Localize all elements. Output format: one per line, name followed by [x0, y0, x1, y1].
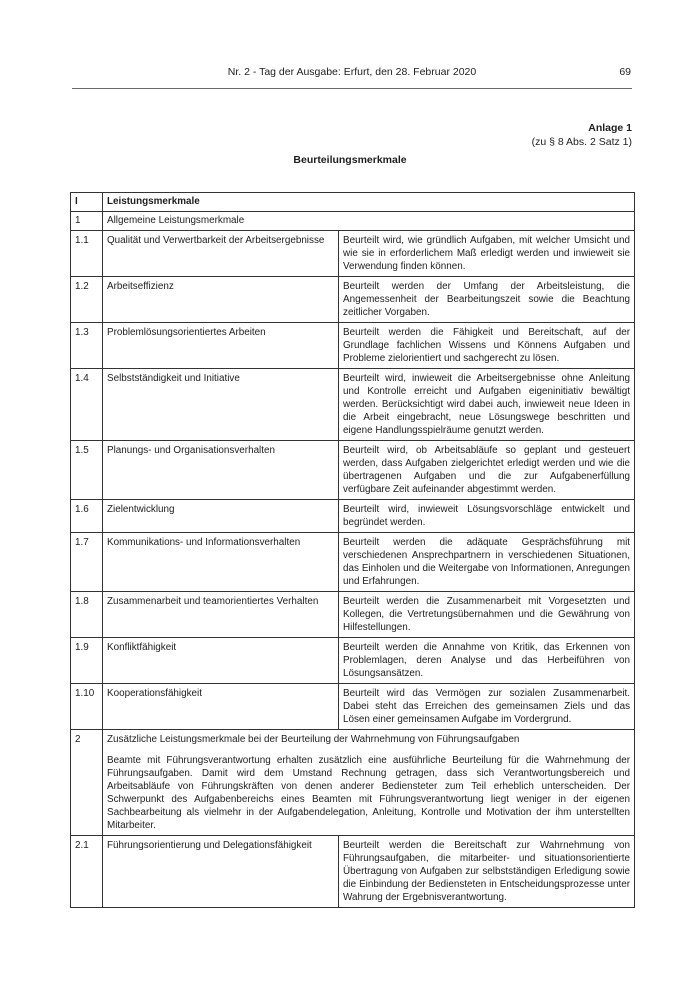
row-number: 1.6: [71, 500, 103, 533]
row-criterion: Zusammenarbeit und teamorientiertes Verhalten: [103, 592, 339, 638]
group-header-row: [71, 212, 635, 231]
row-number: 1.5: [71, 441, 103, 500]
row-description: Beurteilt werden die Zusammenarbeit mit Vorgesetzten und Kollegen, die Vertretungsübernahmen und die Gewährung von Hilfestellungen.: [339, 592, 635, 638]
row-number: 1.7: [71, 533, 103, 592]
row-number: 1.4: [71, 369, 103, 441]
row-criterion: Kooperationsfähigkeit: [103, 684, 339, 730]
row-criterion: Zielentwicklung: [103, 500, 339, 533]
page-number: 69: [619, 66, 631, 78]
row-description: Beurteilt werden der Umfang der Arbeitsleistung, die Angemessenheit der Bearbeitungszeit sowie die Beachtung zeitlicher Vorgaben.: [339, 277, 635, 323]
row-criterion: Problemlösungsorientiertes Arbeiten: [103, 323, 339, 369]
row-number: 1.8: [71, 592, 103, 638]
table-row: [71, 836, 635, 908]
row-number: 2.1: [71, 836, 103, 908]
row-description: Beurteilt wird, inwieweit Lösungsvorschläge entwickelt und begründet werden.: [339, 500, 635, 533]
issue-line: Nr. 2 - Tag der Ausgabe: Erfurt, den 28. Februar 2020: [227, 66, 477, 78]
table-row: [71, 533, 635, 592]
row-criterion: Führungsorientierung und Delegationsfähigkeit: [103, 836, 339, 908]
row-description: Beurteilt wird, ob Arbeitsabläufe so geplant und gesteuert werden, dass Aufgaben zielgerichtet erledigt werden und wie die übertragenen Aufgaben und die zur Aufgabenerfüllung verfügbare Zeit aufeinander abgestimmt werden.: [339, 441, 635, 500]
row-criterion: Arbeitseffizienz: [103, 277, 339, 323]
row-criterion: Planungs- und Organisationsverhalten: [103, 441, 339, 500]
row-criterion: Selbstständigkeit und Initiative: [103, 369, 339, 441]
annex-label: [532, 121, 632, 149]
group-header-row: [71, 730, 635, 836]
row-description: Beurteilt werden die Annahme von Kritik, das Erkennen von Problemlagen, deren Analyse und das Herbeiführen von Lösungsansätzen.: [339, 638, 635, 684]
row-description: Beurteilt wird, inwieweit die Arbeitsergebnisse ohne Anleitung und Kontrolle erreicht und Aufgaben eigeninitiativ bewältigt werden. Berücksichtigt wird dabei auch, inwieweit neue Ideen in die Arbeit eingebracht, neue Lösungswege beschritten und eigene Handlungsspielräume genutzt werden.: [339, 369, 635, 441]
table-row: [71, 638, 635, 684]
group-number: 2: [71, 730, 103, 836]
annex-reference: (zu § 8 Abs. 2 Satz 1): [531, 136, 632, 148]
row-description: Beurteilt wird, wie gründlich Aufgaben, mit welcher Umsicht und wie sie in erforderlichem Maß erledigt werden und inwieweit sie Verwendung finden können.: [339, 231, 635, 277]
table-row: [71, 231, 635, 277]
row-description: Beurteilt wird das Vermögen zur sozialen Zusammenarbeit. Dabei steht das Erreichen des gemeinsamen Ziels und das Lösen einer gemeinsamen Aufgabe im Vordergrund.: [339, 684, 635, 730]
row-criterion: Qualität und Verwertbarkeit der Arbeitsergebnisse: [103, 231, 339, 277]
group-cell: [103, 730, 635, 836]
row-description: Beurteilt werden die Bereitschaft zur Wahrnehmung von Führungsaufgaben, die mitarbeiter- und situationsorientierte Übertragung von Aufgaben zur selbstständigen Erledigung sowie die Einbindung der Bediensteten in Entscheidungsprozesse unter Wahrung der Ergebnisverantwortung.: [339, 836, 635, 908]
table-row: [71, 500, 635, 533]
group-number: 1: [71, 212, 103, 231]
table-row: [71, 277, 635, 323]
section-header-row: [71, 193, 635, 212]
row-number: 1.9: [71, 638, 103, 684]
table-row: [71, 323, 635, 369]
section-title: Leistungsmerkmale: [103, 193, 635, 212]
criteria-table: [70, 192, 635, 908]
document-heading: Beurteilungsmerkmale: [293, 154, 407, 166]
section-roman: I: [71, 193, 103, 212]
row-number: 1.3: [71, 323, 103, 369]
row-description: Beurteilt werden die adäquate Gesprächsführung mit verschiedenen Ansprechpartnern in verschiedenen Situationen, das Einholen und die Weitergabe von Informationen, Anregungen und Erfahrungen.: [339, 533, 635, 592]
table-row: [71, 441, 635, 500]
row-number: 1.2: [71, 277, 103, 323]
row-number: 1.10: [71, 684, 103, 730]
table-row: [71, 684, 635, 730]
row-description: Beurteilt werden die Fähigkeit und Bereitschaft, auf der Grundlage fachlichen Wissens und Könnens Aufgaben und Probleme zielorientiert und sachgerecht zu lösen.: [339, 323, 635, 369]
group-description: Beamte mit Führungsverantwortung erhalten zusätzlich eine ausführliche Beurteilung für die Wahrnehmung der Führungsaufgaben. Damit wird dem Umstand Rechnung getragen, dass sich Verantwortungsbereich und Arbeitsabläufe von Führungskräften von denen anderer Bediensteter zum Teil erheblich unterscheiden. Der Schwerpunkt des Aufgabenbereichs eines Beamten mit Führungsverantwortung liegt weniger in der eigenen Sachbearbeitung als vielmehr in der Aufgabendelegation, Anleitung, Kontrolle und Motivation der ihm unterstellten Mitarbeiter.: [107, 755, 631, 831]
annex-title: Anlage 1: [588, 122, 632, 134]
row-criterion: Konfliktfähigkeit: [103, 638, 339, 684]
table-row: [71, 592, 635, 638]
table-row: [71, 369, 635, 441]
row-criterion: Kommunikations- und Informationsverhalten: [103, 533, 339, 592]
group-title: Allgemeine Leistungsmerkmale: [103, 212, 635, 231]
page-header: [72, 66, 632, 89]
group-title: Zusätzliche Leistungsmerkmale bei der Beurteilung der Wahrnehmung von Führungsaufgaben: [107, 734, 520, 745]
row-number: 1.1: [71, 231, 103, 277]
